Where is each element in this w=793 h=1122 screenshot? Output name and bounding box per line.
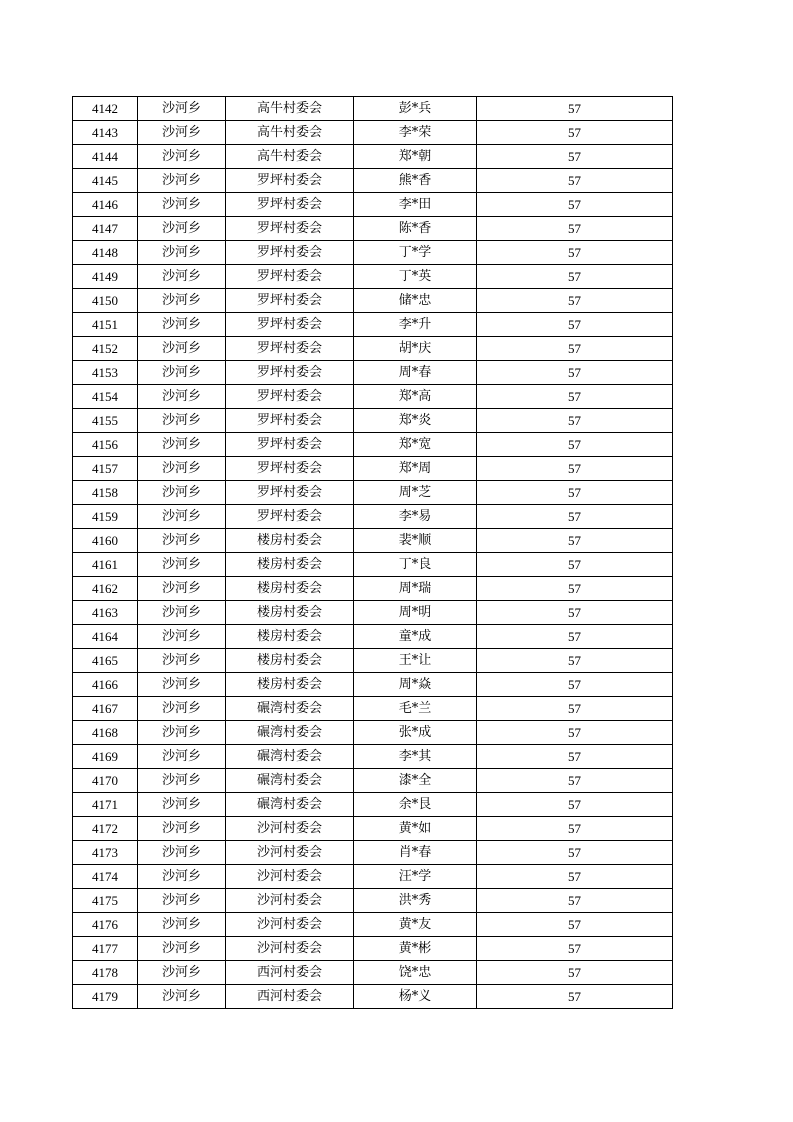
name-cell: 裴*顺 (354, 529, 477, 553)
table-row (73, 265, 673, 289)
name-cell: 周*明 (354, 601, 477, 625)
township-cell: 沙河乡 (138, 145, 226, 169)
village-committee-cell: 罗坪村委会 (226, 313, 354, 337)
village-committee-cell: 罗坪村委会 (226, 337, 354, 361)
township-cell: 沙河乡 (138, 673, 226, 697)
row-number-cell: 4170 (73, 769, 138, 793)
table-row (73, 241, 673, 265)
data-table (72, 96, 673, 1009)
township-cell: 沙河乡 (138, 745, 226, 769)
amount-cell: 57 (477, 217, 673, 241)
township-cell: 沙河乡 (138, 601, 226, 625)
village-committee-cell: 罗坪村委会 (226, 289, 354, 313)
name-cell: 郑*周 (354, 457, 477, 481)
amount-cell: 57 (477, 265, 673, 289)
township-cell: 沙河乡 (138, 913, 226, 937)
village-committee-cell: 楼房村委会 (226, 553, 354, 577)
amount-cell: 57 (477, 721, 673, 745)
township-cell: 沙河乡 (138, 457, 226, 481)
table-row (73, 481, 673, 505)
name-cell: 黄*彬 (354, 937, 477, 961)
name-cell: 胡*庆 (354, 337, 477, 361)
name-cell: 郑*高 (354, 385, 477, 409)
name-cell: 毛*兰 (354, 697, 477, 721)
table-row (73, 745, 673, 769)
amount-cell: 57 (477, 145, 673, 169)
township-cell: 沙河乡 (138, 985, 226, 1009)
amount-cell: 57 (477, 481, 673, 505)
village-committee-cell: 沙河村委会 (226, 865, 354, 889)
township-cell: 沙河乡 (138, 241, 226, 265)
township-cell: 沙河乡 (138, 361, 226, 385)
name-cell: 李*荣 (354, 121, 477, 145)
name-cell: 丁*良 (354, 553, 477, 577)
table-row (73, 889, 673, 913)
amount-cell: 57 (477, 385, 673, 409)
village-committee-cell: 楼房村委会 (226, 577, 354, 601)
name-cell: 洪*秀 (354, 889, 477, 913)
amount-cell: 57 (477, 649, 673, 673)
village-committee-cell: 罗坪村委会 (226, 193, 354, 217)
table-row (73, 817, 673, 841)
township-cell: 沙河乡 (138, 865, 226, 889)
amount-cell: 57 (477, 601, 673, 625)
name-cell: 李*其 (354, 745, 477, 769)
name-cell: 郑*朝 (354, 145, 477, 169)
table-row (73, 769, 673, 793)
table-row (73, 193, 673, 217)
table-row (73, 433, 673, 457)
row-number-cell: 4179 (73, 985, 138, 1009)
table-row (73, 601, 673, 625)
table-row (73, 529, 673, 553)
amount-cell: 57 (477, 553, 673, 577)
name-cell: 张*成 (354, 721, 477, 745)
village-committee-cell: 碾湾村委会 (226, 721, 354, 745)
township-cell: 沙河乡 (138, 553, 226, 577)
row-number-cell: 4149 (73, 265, 138, 289)
amount-cell: 57 (477, 529, 673, 553)
table-row (73, 577, 673, 601)
row-number-cell: 4143 (73, 121, 138, 145)
table-row (73, 385, 673, 409)
table-row (73, 721, 673, 745)
township-cell: 沙河乡 (138, 505, 226, 529)
table-body (73, 97, 673, 1009)
amount-cell: 57 (477, 337, 673, 361)
amount-cell: 57 (477, 889, 673, 913)
name-cell: 黄*如 (354, 817, 477, 841)
village-committee-cell: 楼房村委会 (226, 625, 354, 649)
amount-cell: 57 (477, 841, 673, 865)
village-committee-cell: 沙河村委会 (226, 913, 354, 937)
row-number-cell: 4173 (73, 841, 138, 865)
row-number-cell: 4152 (73, 337, 138, 361)
village-committee-cell: 罗坪村委会 (226, 457, 354, 481)
table-row (73, 145, 673, 169)
village-committee-cell: 楼房村委会 (226, 673, 354, 697)
row-number-cell: 4178 (73, 961, 138, 985)
name-cell: 丁*英 (354, 265, 477, 289)
table-row (73, 697, 673, 721)
name-cell: 杨*义 (354, 985, 477, 1009)
row-number-cell: 4162 (73, 577, 138, 601)
name-cell: 肖*春 (354, 841, 477, 865)
village-committee-cell: 碾湾村委会 (226, 769, 354, 793)
name-cell: 李*田 (354, 193, 477, 217)
village-committee-cell: 沙河村委会 (226, 841, 354, 865)
table-row (73, 457, 673, 481)
township-cell: 沙河乡 (138, 337, 226, 361)
row-number-cell: 4156 (73, 433, 138, 457)
name-cell: 余*艮 (354, 793, 477, 817)
table-row (73, 793, 673, 817)
amount-cell: 57 (477, 961, 673, 985)
name-cell: 储*忠 (354, 289, 477, 313)
table-row (73, 361, 673, 385)
amount-cell: 57 (477, 289, 673, 313)
row-number-cell: 4154 (73, 385, 138, 409)
amount-cell: 57 (477, 865, 673, 889)
row-number-cell: 4160 (73, 529, 138, 553)
amount-cell: 57 (477, 457, 673, 481)
village-committee-cell: 罗坪村委会 (226, 409, 354, 433)
amount-cell: 57 (477, 745, 673, 769)
village-committee-cell: 罗坪村委会 (226, 433, 354, 457)
row-number-cell: 4166 (73, 673, 138, 697)
amount-cell: 57 (477, 313, 673, 337)
name-cell: 周*春 (354, 361, 477, 385)
village-committee-cell: 罗坪村委会 (226, 169, 354, 193)
row-number-cell: 4167 (73, 697, 138, 721)
township-cell: 沙河乡 (138, 217, 226, 241)
table-row (73, 625, 673, 649)
village-committee-cell: 罗坪村委会 (226, 265, 354, 289)
amount-cell: 57 (477, 577, 673, 601)
village-committee-cell: 罗坪村委会 (226, 217, 354, 241)
table-row (73, 313, 673, 337)
township-cell: 沙河乡 (138, 121, 226, 145)
village-committee-cell: 楼房村委会 (226, 601, 354, 625)
table-row (73, 97, 673, 121)
table-row (73, 409, 673, 433)
row-number-cell: 4158 (73, 481, 138, 505)
township-cell: 沙河乡 (138, 769, 226, 793)
township-cell: 沙河乡 (138, 841, 226, 865)
amount-cell: 57 (477, 361, 673, 385)
name-cell: 丁*学 (354, 241, 477, 265)
township-cell: 沙河乡 (138, 289, 226, 313)
name-cell: 周*芝 (354, 481, 477, 505)
township-cell: 沙河乡 (138, 97, 226, 121)
amount-cell: 57 (477, 769, 673, 793)
name-cell: 汪*学 (354, 865, 477, 889)
amount-cell: 57 (477, 937, 673, 961)
table-row (73, 289, 673, 313)
amount-cell: 57 (477, 121, 673, 145)
row-number-cell: 4144 (73, 145, 138, 169)
village-committee-cell: 罗坪村委会 (226, 505, 354, 529)
village-committee-cell: 高牛村委会 (226, 145, 354, 169)
village-committee-cell: 碾湾村委会 (226, 745, 354, 769)
table-row (73, 865, 673, 889)
row-number-cell: 4151 (73, 313, 138, 337)
township-cell: 沙河乡 (138, 193, 226, 217)
row-number-cell: 4147 (73, 217, 138, 241)
township-cell: 沙河乡 (138, 889, 226, 913)
row-number-cell: 4146 (73, 193, 138, 217)
township-cell: 沙河乡 (138, 433, 226, 457)
township-cell: 沙河乡 (138, 697, 226, 721)
row-number-cell: 4159 (73, 505, 138, 529)
village-committee-cell: 高牛村委会 (226, 97, 354, 121)
township-cell: 沙河乡 (138, 481, 226, 505)
row-number-cell: 4176 (73, 913, 138, 937)
table-row (73, 217, 673, 241)
village-committee-cell: 沙河村委会 (226, 889, 354, 913)
row-number-cell: 4171 (73, 793, 138, 817)
village-committee-cell: 罗坪村委会 (226, 241, 354, 265)
row-number-cell: 4145 (73, 169, 138, 193)
village-committee-cell: 罗坪村委会 (226, 385, 354, 409)
township-cell: 沙河乡 (138, 529, 226, 553)
amount-cell: 57 (477, 97, 673, 121)
amount-cell: 57 (477, 793, 673, 817)
name-cell: 周*瑞 (354, 577, 477, 601)
village-committee-cell: 楼房村委会 (226, 649, 354, 673)
table-row (73, 553, 673, 577)
name-cell: 熊*香 (354, 169, 477, 193)
village-committee-cell: 碾湾村委会 (226, 697, 354, 721)
township-cell: 沙河乡 (138, 721, 226, 745)
table-row (73, 961, 673, 985)
township-cell: 沙河乡 (138, 385, 226, 409)
row-number-cell: 4155 (73, 409, 138, 433)
row-number-cell: 4148 (73, 241, 138, 265)
row-number-cell: 4177 (73, 937, 138, 961)
name-cell: 彭*兵 (354, 97, 477, 121)
amount-cell: 57 (477, 913, 673, 937)
township-cell: 沙河乡 (138, 961, 226, 985)
amount-cell: 57 (477, 241, 673, 265)
table-row (73, 121, 673, 145)
name-cell: 李*升 (354, 313, 477, 337)
row-number-cell: 4169 (73, 745, 138, 769)
row-number-cell: 4163 (73, 601, 138, 625)
amount-cell: 57 (477, 169, 673, 193)
amount-cell: 57 (477, 193, 673, 217)
row-number-cell: 4161 (73, 553, 138, 577)
name-cell: 陈*香 (354, 217, 477, 241)
village-committee-cell: 西河村委会 (226, 961, 354, 985)
amount-cell: 57 (477, 505, 673, 529)
name-cell: 童*成 (354, 625, 477, 649)
township-cell: 沙河乡 (138, 649, 226, 673)
row-number-cell: 4168 (73, 721, 138, 745)
township-cell: 沙河乡 (138, 265, 226, 289)
table-row (73, 985, 673, 1009)
name-cell: 王*让 (354, 649, 477, 673)
amount-cell: 57 (477, 697, 673, 721)
township-cell: 沙河乡 (138, 817, 226, 841)
amount-cell: 57 (477, 673, 673, 697)
name-cell: 黄*友 (354, 913, 477, 937)
village-committee-cell: 楼房村委会 (226, 529, 354, 553)
village-committee-cell: 罗坪村委会 (226, 361, 354, 385)
table-row (73, 505, 673, 529)
township-cell: 沙河乡 (138, 577, 226, 601)
township-cell: 沙河乡 (138, 409, 226, 433)
village-committee-cell: 沙河村委会 (226, 937, 354, 961)
township-cell: 沙河乡 (138, 937, 226, 961)
township-cell: 沙河乡 (138, 313, 226, 337)
name-cell: 漆*全 (354, 769, 477, 793)
row-number-cell: 4157 (73, 457, 138, 481)
amount-cell: 57 (477, 985, 673, 1009)
amount-cell: 57 (477, 433, 673, 457)
table-row (73, 337, 673, 361)
table-row (73, 169, 673, 193)
table-row (73, 841, 673, 865)
row-number-cell: 4150 (73, 289, 138, 313)
name-cell: 饶*忠 (354, 961, 477, 985)
table-row (73, 913, 673, 937)
name-cell: 李*易 (354, 505, 477, 529)
village-committee-cell: 罗坪村委会 (226, 481, 354, 505)
amount-cell: 57 (477, 625, 673, 649)
village-committee-cell: 沙河村委会 (226, 817, 354, 841)
row-number-cell: 4175 (73, 889, 138, 913)
name-cell: 郑*炎 (354, 409, 477, 433)
row-number-cell: 4174 (73, 865, 138, 889)
amount-cell: 57 (477, 817, 673, 841)
name-cell: 周*焱 (354, 673, 477, 697)
row-number-cell: 4165 (73, 649, 138, 673)
township-cell: 沙河乡 (138, 793, 226, 817)
amount-cell: 57 (477, 409, 673, 433)
township-cell: 沙河乡 (138, 169, 226, 193)
village-committee-cell: 高牛村委会 (226, 121, 354, 145)
table-row (73, 649, 673, 673)
row-number-cell: 4164 (73, 625, 138, 649)
row-number-cell: 4142 (73, 97, 138, 121)
row-number-cell: 4172 (73, 817, 138, 841)
village-committee-cell: 西河村委会 (226, 985, 354, 1009)
name-cell: 郑*宽 (354, 433, 477, 457)
village-committee-cell: 碾湾村委会 (226, 793, 354, 817)
township-cell: 沙河乡 (138, 625, 226, 649)
row-number-cell: 4153 (73, 361, 138, 385)
table-row (73, 673, 673, 697)
table-row (73, 937, 673, 961)
